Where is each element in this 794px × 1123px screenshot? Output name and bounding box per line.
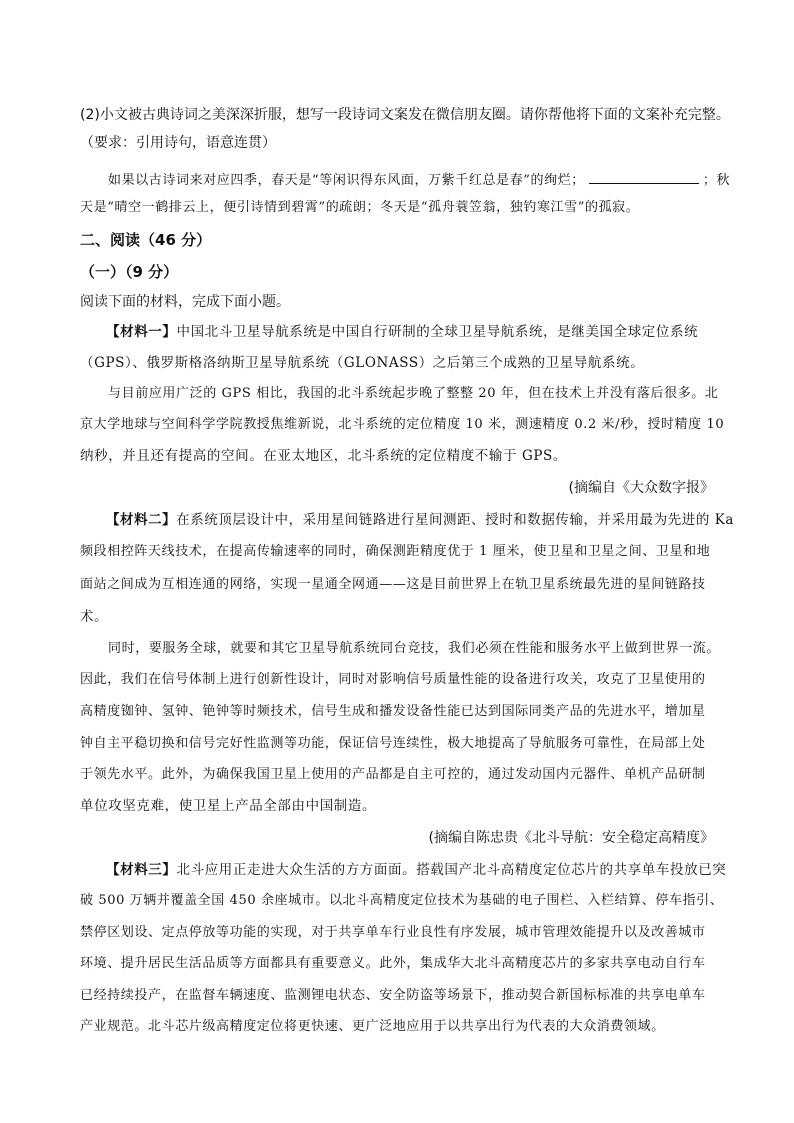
material-3-text: 北斗应用正走进大众生活的方方面面。搭载国产北斗高精度定位芯片的共享单车投放已突 — [176, 862, 727, 878]
material-3-line-5: 已经持续投产，在监督车辆速度、监测锂电状态、安全防盗等场景下，推动契合新国标标准的共享电单车 — [80, 988, 706, 1003]
material-2-line-5: 同时，要服务全球，就要和其它卫星导航系统同台竞技，我们必须在性能和服务水平上做到世界一流。 — [108, 641, 721, 656]
material-2-label: 【材料二】 — [106, 512, 177, 528]
material-2-text: 在系统顶层设计中，采用星间链路进行星间测距、授时和数据传输，并采用最为先进的 Ka — [176, 512, 735, 528]
question-2-requirement: （要求：引用诗句，语意连贯） — [80, 135, 276, 151]
material-2-line-10: 单位攻坚克难，使卫星上产品全部由中国制造。 — [80, 798, 377, 814]
material-3-line-6: 产业规范。北斗芯片级高精度定位将更快速、更广泛地应用于以共享出行为代表的大众消费领域。 — [80, 1019, 665, 1034]
material-2-line-6: 因此，我们在信号体制上进行创新性设计，同时对影响信号质量性能的设备进行攻关，攻克了卫星使用的 — [80, 672, 706, 687]
material-2-line-8: 钟自主平稳切换和信号完好性监测等功能，保证信号连续性，极大地提高了导航服务可靠性，在局部上处 — [80, 736, 706, 751]
material-2-line-1 — [106, 511, 734, 529]
subsection-title: （一）（9 分） — [80, 263, 179, 281]
material-3-line-4: 环境、提升居民生活品质等方面都具有重要意义。此外，集成华大北斗高精度芯片的多家共享电动自行车 — [80, 956, 706, 971]
material-2-line-4: 术。 — [80, 609, 109, 625]
section-title: 二、阅读（46 分） — [80, 231, 212, 249]
reading-instruction: 阅读下面的材料，完成下面小题。 — [80, 294, 290, 310]
question-2-text-line-1 — [108, 169, 730, 190]
material-1-source: (摘编自《大众数字报》 — [568, 480, 714, 496]
material-2-line-7: 高精度铷钟、氢钟、铯钟等时频技术，信号生成和播发设备性能已达到国际同类产品的先进水平，增加星 — [80, 704, 706, 719]
material-3-line-1 — [106, 861, 726, 879]
material-2-source: (摘编自陈忠贵《北斗导航：安全稳定高精度》 — [428, 830, 714, 846]
question-2-text-start: 如果以古诗词来对应四季，春天是“等闲识得东风面，万紫千红总是春”的绚烂； — [108, 173, 585, 188]
material-1-line-3: 与目前应用广泛的 GPS 相比，我国的北斗系统起步晚了整整 20 年，但在技术上并没有落后很多。北 — [108, 386, 719, 401]
material-3-label: 【材料三】 — [106, 862, 177, 878]
material-3-line-3: 禁停区划设、定点停放等功能的实现，对于共享单车行业良性有序发展，城市管理效能提升以及改善城市 — [80, 925, 706, 940]
question-2-prompt: (2)小文被古典诗词之美深深折服，想写一段诗词文案发在微信朋友圈。请你帮他将下面的文案补充完整。 — [80, 107, 730, 123]
answer-blank[interactable] — [589, 169, 699, 184]
question-2-text-line-2: 天是“晴空一鹤排云上，便引诗情到碧霄”的疏朗；冬天是“孤舟蓑笠翁，独钓寒江雪”的孤寂。 — [80, 200, 640, 215]
material-3-line-2: 破 500 万辆并覆盖全国 450 余座城市。以北斗高精度定位技术为基础的电子围栏、入栏结算、停车指引、 — [80, 893, 724, 908]
material-1-line-2: （GPS）、俄罗斯格洛纳斯卫星导航系统（GLONASS）之后第三个成熟的卫星导航系统。 — [80, 355, 645, 371]
material-1-line-4: 京大学地球与空间科学学院教授焦维新说，北斗系统的定位精度 10 米，测速精度 0.2 米/秒，授时精度 10 — [80, 417, 725, 432]
material-1-line-1 — [106, 323, 698, 341]
material-1-text: 中国北斗卫星导航系统是中国自行研制的全球卫星导航系统，是继美国全球定位系统 — [176, 324, 699, 340]
material-1-label: 【材料一】 — [106, 324, 177, 340]
material-2-line-3: 面站之间成为互相连通的网络，实现一星通全网通——这是目前世界上在轨卫星系统最先进的星间链路技 — [80, 577, 706, 592]
material-2-line-9: 于领先水平。此外，为确保我国卫星上使用的产品都是自主可控的，通过发动国内元器件、单机产品研制 — [80, 767, 706, 782]
material-1-line-5: 纳秒，并且还有提高的空间。在亚太地区，北斗系统的定位精度不输于 GPS。 — [80, 448, 568, 464]
material-2-line-2: 频段相控阵天线技术，在提高传输速率的同时，确保测距精度优于 1 厘米，使卫星和卫星之间、卫星和地 — [80, 544, 711, 559]
question-2-text-end: ；秋 — [702, 173, 731, 188]
